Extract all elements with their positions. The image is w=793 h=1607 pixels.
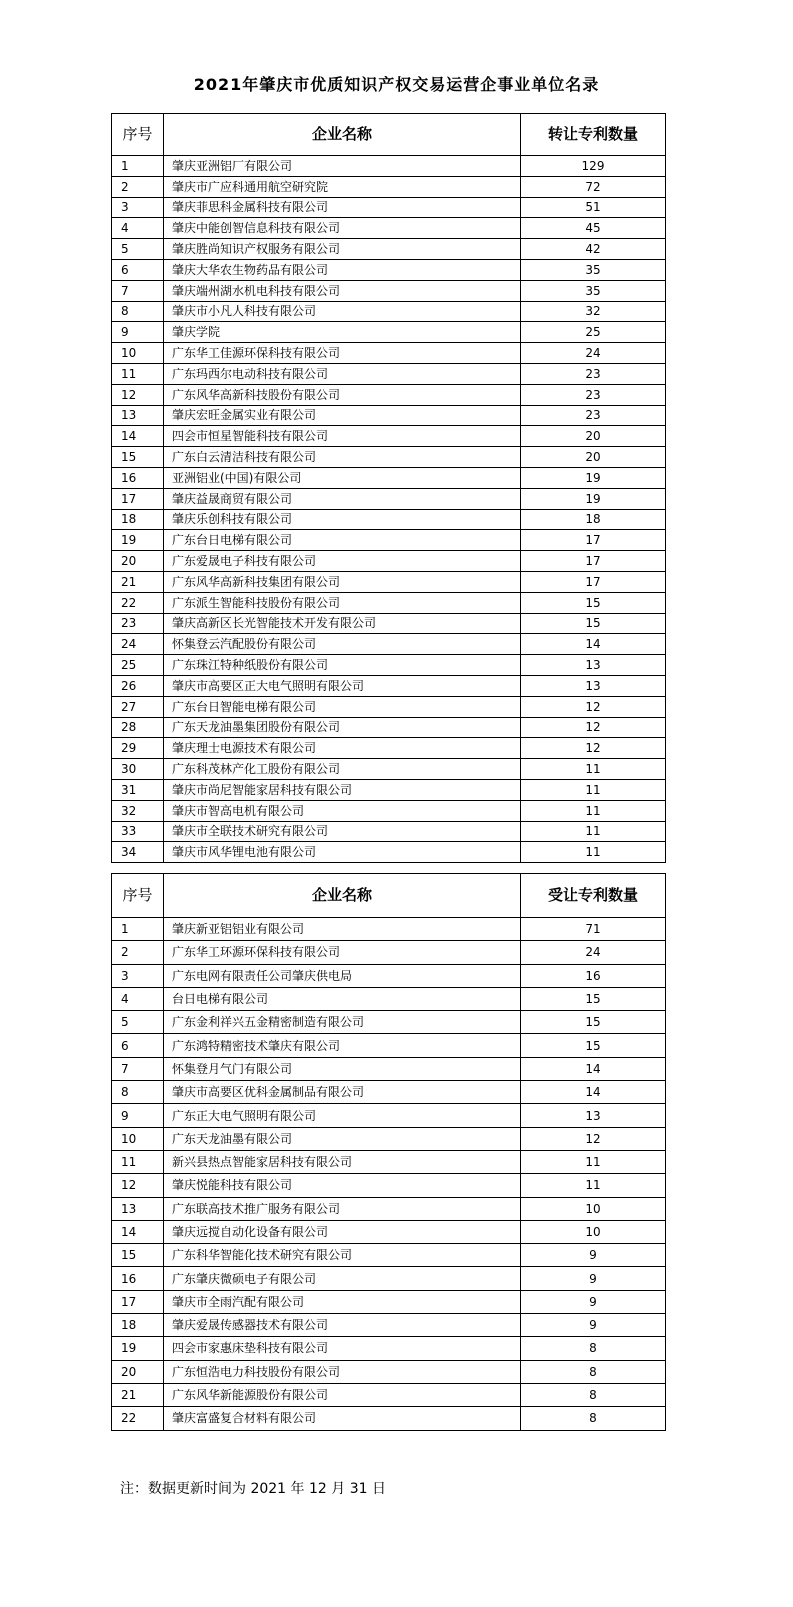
serial-number-cell: 20 xyxy=(112,551,164,572)
company-name-cell: 广东科茂林产化工股份有限公司 xyxy=(164,759,521,780)
serial-number-cell: 8 xyxy=(112,1081,164,1104)
patent-count-cell: 17 xyxy=(521,551,666,572)
company-name-cell: 广东爱晟电子科技有限公司 xyxy=(164,551,521,572)
header-transfer-count: 转让专利数量 xyxy=(521,114,666,156)
patent-count-cell: 23 xyxy=(521,405,666,426)
company-name-cell: 肇庆大华农生物药品有限公司 xyxy=(164,259,521,280)
table-row xyxy=(112,1314,666,1337)
serial-number-cell: 18 xyxy=(112,1314,164,1337)
table-row xyxy=(112,405,666,426)
table-row xyxy=(112,1290,666,1313)
table-row xyxy=(112,964,666,987)
company-name-cell: 肇庆乐创科技有限公司 xyxy=(164,509,521,530)
table-row xyxy=(112,941,666,964)
serial-number-cell: 29 xyxy=(112,738,164,759)
table-row xyxy=(112,467,666,488)
serial-number-cell: 17 xyxy=(112,1290,164,1313)
patent-count-cell: 17 xyxy=(521,571,666,592)
table-row xyxy=(112,301,666,322)
company-name-cell: 广东天龙油墨集团股份有限公司 xyxy=(164,717,521,738)
table-row xyxy=(112,1081,666,1104)
serial-number-cell: 10 xyxy=(112,343,164,364)
patent-count-cell: 20 xyxy=(521,447,666,468)
company-name-cell: 广东风华新能源股份有限公司 xyxy=(164,1383,521,1406)
table-row xyxy=(112,1267,666,1290)
table-row xyxy=(112,509,666,530)
table-row xyxy=(112,842,666,863)
company-name-cell: 广东珠江特种纸股份有限公司 xyxy=(164,655,521,676)
patent-count-cell: 19 xyxy=(521,488,666,509)
serial-number-cell: 18 xyxy=(112,509,164,530)
patent-count-cell: 51 xyxy=(521,197,666,218)
company-name-cell: 亚洲铝业(中国)有限公司 xyxy=(164,467,521,488)
table-row xyxy=(112,1034,666,1057)
transfer-patent-table xyxy=(111,113,666,863)
table-header-row xyxy=(112,874,666,918)
table-row xyxy=(112,488,666,509)
company-name-cell: 怀集登月气门有限公司 xyxy=(164,1057,521,1080)
patent-count-cell: 11 xyxy=(521,1174,666,1197)
company-name-cell: 肇庆远搅自动化设备有限公司 xyxy=(164,1220,521,1243)
patent-count-cell: 24 xyxy=(521,941,666,964)
company-name-cell: 广东天龙油墨有限公司 xyxy=(164,1127,521,1150)
patent-count-cell: 11 xyxy=(521,800,666,821)
patent-count-cell: 35 xyxy=(521,280,666,301)
table-row xyxy=(112,322,666,343)
patent-count-cell: 72 xyxy=(521,176,666,197)
table-row xyxy=(112,1337,666,1360)
patent-count-cell: 25 xyxy=(521,322,666,343)
patent-count-cell: 129 xyxy=(521,156,666,177)
company-name-cell: 广东鸿特精密技术肇庆有限公司 xyxy=(164,1034,521,1057)
serial-number-cell: 14 xyxy=(112,426,164,447)
patent-count-cell: 9 xyxy=(521,1290,666,1313)
serial-number-cell: 20 xyxy=(112,1360,164,1383)
patent-count-cell: 11 xyxy=(521,779,666,800)
table-row xyxy=(112,280,666,301)
serial-number-cell: 13 xyxy=(112,1197,164,1220)
serial-number-cell: 21 xyxy=(112,1383,164,1406)
header-company-name: 企业名称 xyxy=(164,114,521,156)
company-name-cell: 广东台日电梯有限公司 xyxy=(164,530,521,551)
patent-count-cell: 17 xyxy=(521,530,666,551)
company-name-cell: 广东科华智能化技术研究有限公司 xyxy=(164,1244,521,1267)
serial-number-cell: 28 xyxy=(112,717,164,738)
table-row xyxy=(112,592,666,613)
serial-number-cell: 6 xyxy=(112,1034,164,1057)
serial-number-cell: 17 xyxy=(112,488,164,509)
serial-number-cell: 27 xyxy=(112,696,164,717)
table-row xyxy=(112,447,666,468)
company-name-cell: 肇庆理士电源技术有限公司 xyxy=(164,738,521,759)
patent-count-cell: 20 xyxy=(521,426,666,447)
serial-number-cell: 2 xyxy=(112,941,164,964)
company-name-cell: 肇庆学院 xyxy=(164,322,521,343)
company-name-cell: 广东正大电气照明有限公司 xyxy=(164,1104,521,1127)
patent-count-cell: 15 xyxy=(521,1011,666,1034)
patent-count-cell: 13 xyxy=(521,655,666,676)
company-name-cell: 广东金利祥兴五金精密制造有限公司 xyxy=(164,1011,521,1034)
company-name-cell: 肇庆市尚尼智能家居科技有限公司 xyxy=(164,779,521,800)
company-name-cell: 广东风华高新科技集团有限公司 xyxy=(164,571,521,592)
table-row xyxy=(112,759,666,780)
table-row xyxy=(112,551,666,572)
patent-count-cell: 23 xyxy=(521,363,666,384)
serial-number-cell: 30 xyxy=(112,759,164,780)
table-row xyxy=(112,800,666,821)
patent-count-cell: 15 xyxy=(521,1034,666,1057)
company-name-cell: 肇庆益晟商贸有限公司 xyxy=(164,488,521,509)
company-name-cell: 广东华工佳源环保科技有限公司 xyxy=(164,343,521,364)
patent-count-cell: 15 xyxy=(521,987,666,1010)
serial-number-cell: 9 xyxy=(112,322,164,343)
page-title: 2021年肇庆市优质知识产权交易运营企事业单位名录 xyxy=(193,75,600,94)
company-name-cell: 肇庆亚洲铝厂有限公司 xyxy=(164,156,521,177)
table-row xyxy=(112,1150,666,1173)
patent-count-cell: 16 xyxy=(521,964,666,987)
serial-number-cell: 2 xyxy=(112,176,164,197)
table-row xyxy=(112,1360,666,1383)
patent-count-cell: 9 xyxy=(521,1314,666,1337)
serial-number-cell: 12 xyxy=(112,1174,164,1197)
patent-count-cell: 10 xyxy=(521,1220,666,1243)
serial-number-cell: 8 xyxy=(112,301,164,322)
patent-count-cell: 35 xyxy=(521,259,666,280)
table-row xyxy=(112,259,666,280)
patent-count-cell: 9 xyxy=(521,1244,666,1267)
serial-number-cell: 9 xyxy=(112,1104,164,1127)
table-row xyxy=(112,987,666,1010)
company-name-cell: 怀集登云汽配股份有限公司 xyxy=(164,634,521,655)
company-name-cell: 肇庆高新区长光智能技术开发有限公司 xyxy=(164,613,521,634)
serial-number-cell: 23 xyxy=(112,613,164,634)
table-row xyxy=(112,1127,666,1150)
patent-count-cell: 12 xyxy=(521,1127,666,1150)
serial-number-cell: 16 xyxy=(112,1267,164,1290)
serial-number-cell: 11 xyxy=(112,1150,164,1173)
table-row xyxy=(112,197,666,218)
serial-number-cell: 15 xyxy=(112,1244,164,1267)
patent-count-cell: 8 xyxy=(521,1337,666,1360)
company-name-cell: 广东台日智能电梯有限公司 xyxy=(164,696,521,717)
company-name-cell: 肇庆悦能科技有限公司 xyxy=(164,1174,521,1197)
serial-number-cell: 10 xyxy=(112,1127,164,1150)
table-row xyxy=(112,1011,666,1034)
company-name-cell: 新兴县热点智能家居科技有限公司 xyxy=(164,1150,521,1173)
table-row xyxy=(112,918,666,941)
header-received-count: 受让专利数量 xyxy=(521,874,666,918)
patent-count-cell: 14 xyxy=(521,634,666,655)
patent-count-cell: 10 xyxy=(521,1197,666,1220)
patent-count-cell: 12 xyxy=(521,696,666,717)
update-note: 注：数据更新时间为 2021 年 12 月 31 日 xyxy=(120,1481,386,1497)
serial-number-cell: 15 xyxy=(112,447,164,468)
table-row xyxy=(112,363,666,384)
table-row xyxy=(112,239,666,260)
company-name-cell: 四会市家惠床垫科技有限公司 xyxy=(164,1337,521,1360)
company-name-cell: 四会市恒星智能科技有限公司 xyxy=(164,426,521,447)
serial-number-cell: 34 xyxy=(112,842,164,863)
table-row xyxy=(112,1383,666,1406)
serial-number-cell: 25 xyxy=(112,655,164,676)
patent-count-cell: 8 xyxy=(521,1383,666,1406)
serial-number-cell: 4 xyxy=(112,218,164,239)
company-name-cell: 广东派生智能科技股份有限公司 xyxy=(164,592,521,613)
table-row xyxy=(112,343,666,364)
table-row xyxy=(112,571,666,592)
received-table-body xyxy=(112,918,666,1431)
header-serial-number: 序号 xyxy=(112,114,164,156)
patent-count-cell: 15 xyxy=(521,592,666,613)
table-row xyxy=(112,384,666,405)
serial-number-cell: 6 xyxy=(112,259,164,280)
serial-number-cell: 11 xyxy=(112,363,164,384)
received-patent-table xyxy=(111,873,666,1431)
company-name-cell: 广东肇庆微硕电子有限公司 xyxy=(164,1267,521,1290)
company-name-cell: 肇庆市小凡人科技有限公司 xyxy=(164,301,521,322)
company-name-cell: 肇庆市智高电机有限公司 xyxy=(164,800,521,821)
company-name-cell: 肇庆市风华锂电池有限公司 xyxy=(164,842,521,863)
serial-number-cell: 4 xyxy=(112,987,164,1010)
header-company-name: 企业名称 xyxy=(164,874,521,918)
patent-count-cell: 18 xyxy=(521,509,666,530)
patent-count-cell: 42 xyxy=(521,239,666,260)
table-row xyxy=(112,717,666,738)
patent-count-cell: 11 xyxy=(521,1150,666,1173)
serial-number-cell: 32 xyxy=(112,800,164,821)
table-row xyxy=(112,675,666,696)
table-row xyxy=(112,530,666,551)
serial-number-cell: 19 xyxy=(112,1337,164,1360)
serial-number-cell: 5 xyxy=(112,239,164,260)
table-row xyxy=(112,1220,666,1243)
table-row xyxy=(112,696,666,717)
serial-number-cell: 22 xyxy=(112,1407,164,1430)
company-name-cell: 肇庆市高要区正大电气照明有限公司 xyxy=(164,675,521,696)
serial-number-cell: 7 xyxy=(112,280,164,301)
table-row xyxy=(112,613,666,634)
table-row xyxy=(112,738,666,759)
patent-count-cell: 11 xyxy=(521,842,666,863)
company-name-cell: 肇庆端州湖水机电科技有限公司 xyxy=(164,280,521,301)
patent-count-cell: 8 xyxy=(521,1407,666,1430)
company-name-cell: 肇庆宏旺金属实业有限公司 xyxy=(164,405,521,426)
serial-number-cell: 5 xyxy=(112,1011,164,1034)
patent-count-cell: 45 xyxy=(521,218,666,239)
patent-count-cell: 24 xyxy=(521,343,666,364)
serial-number-cell: 22 xyxy=(112,592,164,613)
patent-count-cell: 8 xyxy=(521,1360,666,1383)
transfer-table-body xyxy=(112,156,666,863)
serial-number-cell: 12 xyxy=(112,384,164,405)
company-name-cell: 肇庆市高要区优科金属制品有限公司 xyxy=(164,1081,521,1104)
company-name-cell: 肇庆中能创智信息科技有限公司 xyxy=(164,218,521,239)
table-row xyxy=(112,821,666,842)
table-row xyxy=(112,218,666,239)
patent-count-cell: 32 xyxy=(521,301,666,322)
company-name-cell: 广东白云清洁科技有限公司 xyxy=(164,447,521,468)
patent-count-cell: 12 xyxy=(521,738,666,759)
company-name-cell: 肇庆新亚铝铝业有限公司 xyxy=(164,918,521,941)
patent-count-cell: 19 xyxy=(521,467,666,488)
table-row xyxy=(112,655,666,676)
patent-count-cell: 11 xyxy=(521,759,666,780)
company-name-cell: 广东电网有限责任公司肇庆供电局 xyxy=(164,964,521,987)
company-name-cell: 广东恒浩电力科技股份有限公司 xyxy=(164,1360,521,1383)
table-row xyxy=(112,1407,666,1430)
company-name-cell: 广东联高技术推广服务有限公司 xyxy=(164,1197,521,1220)
serial-number-cell: 1 xyxy=(112,156,164,177)
serial-number-cell: 3 xyxy=(112,197,164,218)
patent-count-cell: 12 xyxy=(521,717,666,738)
table-header-row xyxy=(112,114,666,156)
serial-number-cell: 16 xyxy=(112,467,164,488)
table-row xyxy=(112,1174,666,1197)
company-name-cell: 广东玛西尔电动科技有限公司 xyxy=(164,363,521,384)
company-name-cell: 肇庆市全雨汽配有限公司 xyxy=(164,1290,521,1313)
serial-number-cell: 33 xyxy=(112,821,164,842)
patent-count-cell: 11 xyxy=(521,821,666,842)
serial-number-cell: 31 xyxy=(112,779,164,800)
company-name-cell: 肇庆富盛复合材料有限公司 xyxy=(164,1407,521,1430)
patent-count-cell: 14 xyxy=(521,1057,666,1080)
serial-number-cell: 24 xyxy=(112,634,164,655)
serial-number-cell: 21 xyxy=(112,571,164,592)
table-row xyxy=(112,1104,666,1127)
serial-number-cell: 1 xyxy=(112,918,164,941)
serial-number-cell: 3 xyxy=(112,964,164,987)
patent-count-cell: 15 xyxy=(521,613,666,634)
table-row xyxy=(112,779,666,800)
table-row xyxy=(112,1197,666,1220)
company-name-cell: 台日电梯有限公司 xyxy=(164,987,521,1010)
patent-count-cell: 14 xyxy=(521,1081,666,1104)
serial-number-cell: 19 xyxy=(112,530,164,551)
patent-count-cell: 13 xyxy=(521,675,666,696)
company-name-cell: 肇庆胜尚知识产权服务有限公司 xyxy=(164,239,521,260)
table-row xyxy=(112,1244,666,1267)
patent-count-cell: 13 xyxy=(521,1104,666,1127)
patent-count-cell: 9 xyxy=(521,1267,666,1290)
table-row xyxy=(112,634,666,655)
table-row xyxy=(112,176,666,197)
header-serial-number: 序号 xyxy=(112,874,164,918)
company-name-cell: 肇庆菲思科金属科技有限公司 xyxy=(164,197,521,218)
company-name-cell: 肇庆市全联技术研究有限公司 xyxy=(164,821,521,842)
table-row xyxy=(112,426,666,447)
company-name-cell: 广东风华高新科技股份有限公司 xyxy=(164,384,521,405)
table-row xyxy=(112,1057,666,1080)
company-name-cell: 广东华工环源环保科技有限公司 xyxy=(164,941,521,964)
serial-number-cell: 13 xyxy=(112,405,164,426)
company-name-cell: 肇庆市广应科通用航空研究院 xyxy=(164,176,521,197)
serial-number-cell: 26 xyxy=(112,675,164,696)
patent-count-cell: 71 xyxy=(521,918,666,941)
patent-count-cell: 23 xyxy=(521,384,666,405)
serial-number-cell: 14 xyxy=(112,1220,164,1243)
company-name-cell: 肇庆爱晟传感器技术有限公司 xyxy=(164,1314,521,1337)
table-row xyxy=(112,156,666,177)
serial-number-cell: 7 xyxy=(112,1057,164,1080)
